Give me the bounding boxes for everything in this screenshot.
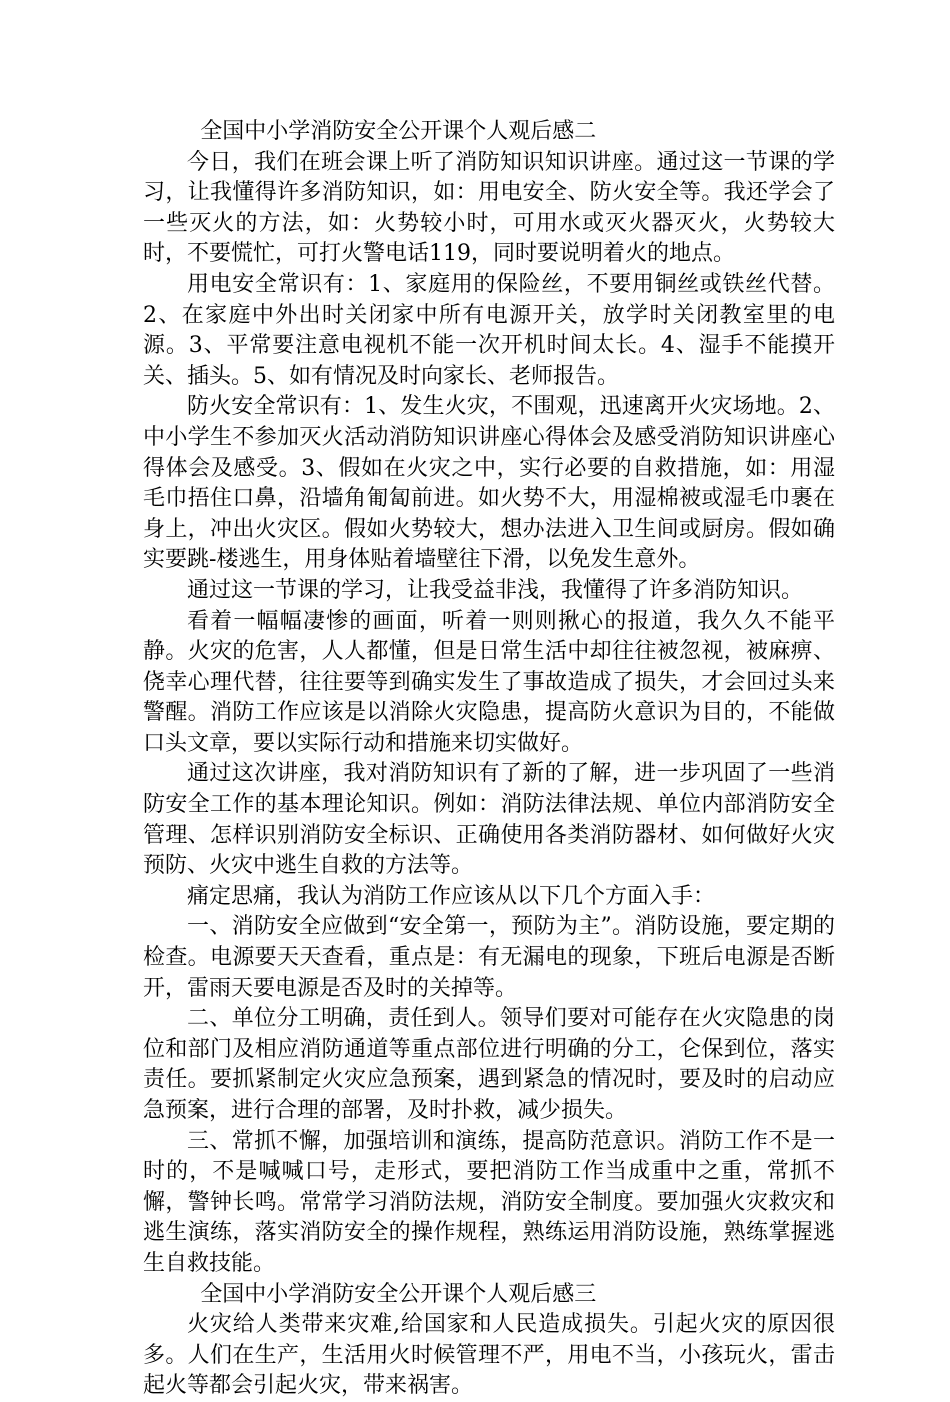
section-heading-2: 全国中小学消防安全公开课个人观后感二 (200, 119, 597, 144)
paragraph: 二、单位分工明确，责任到人。领导们要对可能存在火灾隐患的岗位和部门及相应消防通道等重点部位进行明确的分工，仑保到位，落实责任。要抓紧制定火灾应急预案，遇到紧急的情况时，要及时的启动应急预案，进行合理的部署，及时扑救，减少损失。 (143, 1006, 835, 1123)
paragraph: 通过这次讲座，我对消防知识有了新的了解，进一步巩固了一些消防安全工作的基本理论知识。例如：消防法律法规、单位内部消防安全管理、怎样识别消防安全标识、正确使用各类消防器材、如何做好火灾预防、火灾中逃生自救的方法等。 (143, 761, 835, 879)
paragraph: 一、消防安全应做到“安全第一，预防为主”。消防设施，要定期的检查。电源要天天查看，重点是：有无漏电的现象，下班后电源是否断开，雷雨天要电源是否及时的关掉等。 (143, 914, 835, 1001)
paragraph: 通过这一节课的学习，让我受益非浅，我懂得了许多消防知识。 (187, 577, 804, 603)
paragraph: 看着一幅幅凄惨的画面，听着一则则揪心的报道，我久久不能平静。火灾的危害，人人都懂，但是日常生活中却往往被忽视，被麻痹、侥幸心理代替，往往要等到确实发生了事故造成了损失，才会回过头来警醒。消防工作应该是以消除火灾隐患，提高防火意识为目的，不能做口头文章，要以实际行动和措施来切实做好。 (143, 608, 835, 756)
paragraph: 三、常抓不懈，加强培训和演练，提高防范意识。消防工作不是一时的，不是喊喊口号，走形式，要把消防工作当成重中之重，常抓不懈，警钟长鸣。常常学习消防法规，消防安全制度。要加强火灾救灾和逃生演练，落实消防安全的操作规程，熟练运用消防设施，熟练掌握逃生自救技能。 (143, 1128, 835, 1276)
document-body (143, 117, 835, 1402)
section-heading-3: 全国中小学消防安全公开课个人观后感三 (200, 1281, 597, 1307)
paragraph: 火灾给人类带来灾难,给国家和人民造成损失。引起火灾的原因很多。人们在生产，生活用火时候管理不严，用电不当，小孩玩火，雷击起火等都会引起火灾，带来祸害。 (143, 1312, 835, 1399)
paragraph: 痛定思痛，我认为消防工作应该从以下几个方面入手： (187, 883, 716, 909)
paragraph: 用电安全常识有：1、家庭用的保险丝，不要用铜丝或铁丝代替。2、在家庭中外出时关闭家中所有电源开关，放学时关闭教室里的电源。3、平常要注意电视机不能一次开机时间太长。4、湿手不能摸开关、插头。5、如有情况及时向家长、老师报告。 (143, 271, 835, 389)
paragraph: 今日，我们在班会课上听了消防知识知识讲座。通过这一节课的学习，让我懂得许多消防知识，如：用电安全、防火安全等。我还学会了一些灭火的方法，如：火势较小时，可用水或灭火器灭火，火势较大时，不要慌忙，可打火警电话119，同时要说明着火的地点。 (143, 149, 835, 267)
paragraph: 防火安全常识有：1、发生火灾，不围观，迅速离开火灾场地。2、中小学生不参加灭火活动消防知识讲座心得体会及感受消防知识讲座心得体会及感受。3、假如在火灾之中，实行必要的自救措施，如：用湿毛巾捂住口鼻，沿墙角匍匐前进。如火势不大，用湿棉被或湿毛巾裹在身上，冲出火灾区。假如火势较大，想办法进入卫生间或厨房。假如确实要跳-楼逃生，用身体贴着墙壁往下滑，以免发生意外。 (143, 394, 835, 573)
